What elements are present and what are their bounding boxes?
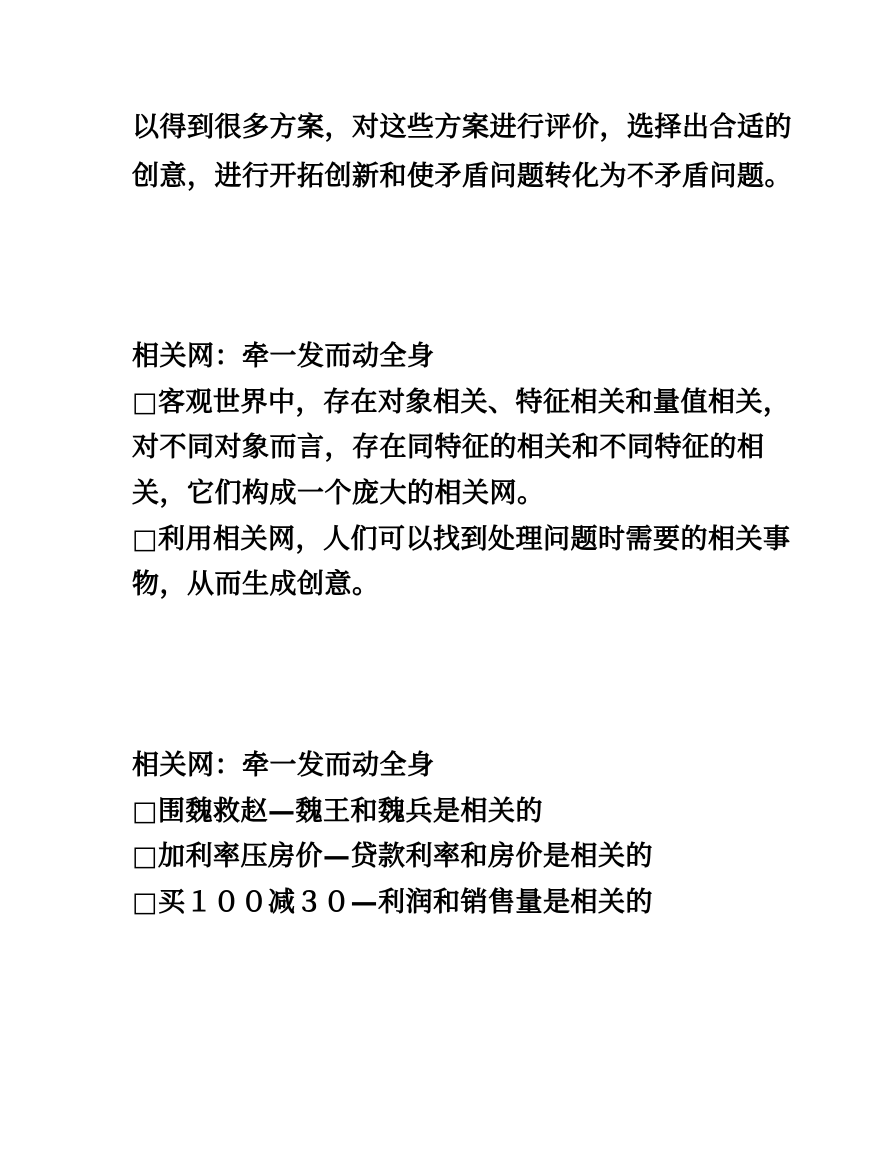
list-item: □围魏救赵—魏王和魏兵是相关的 (132, 796, 544, 827)
text-line: 对不同对象而言，存在同特征的相关和不同特征的相 (132, 432, 765, 463)
list-item: □买１００减３０—利润和销售量是相关的 (132, 887, 654, 918)
text-line: □利用相关网，人们可以找到处理问题时需要的相关事 (132, 524, 791, 555)
text-line: □客观世界中，存在对象相关、特征相关和量值相关， (132, 387, 791, 418)
list-item: □加利率压房价—贷款利率和房价是相关的 (132, 841, 654, 872)
text-line: 创意，进行开拓创新和使矛盾问题转化为不矛盾问题。 (132, 161, 792, 192)
text-line: 物，从而生成创意。 (132, 569, 380, 600)
text-line: 以得到很多方案，对这些方案进行评价，选择出合适的 (132, 112, 792, 143)
text-line: 关，它们构成一个庞大的相关网。 (132, 478, 545, 509)
section-heading: 相关网：牵一发而动全身 (132, 341, 435, 372)
section-heading: 相关网：牵一发而动全身 (132, 750, 435, 781)
